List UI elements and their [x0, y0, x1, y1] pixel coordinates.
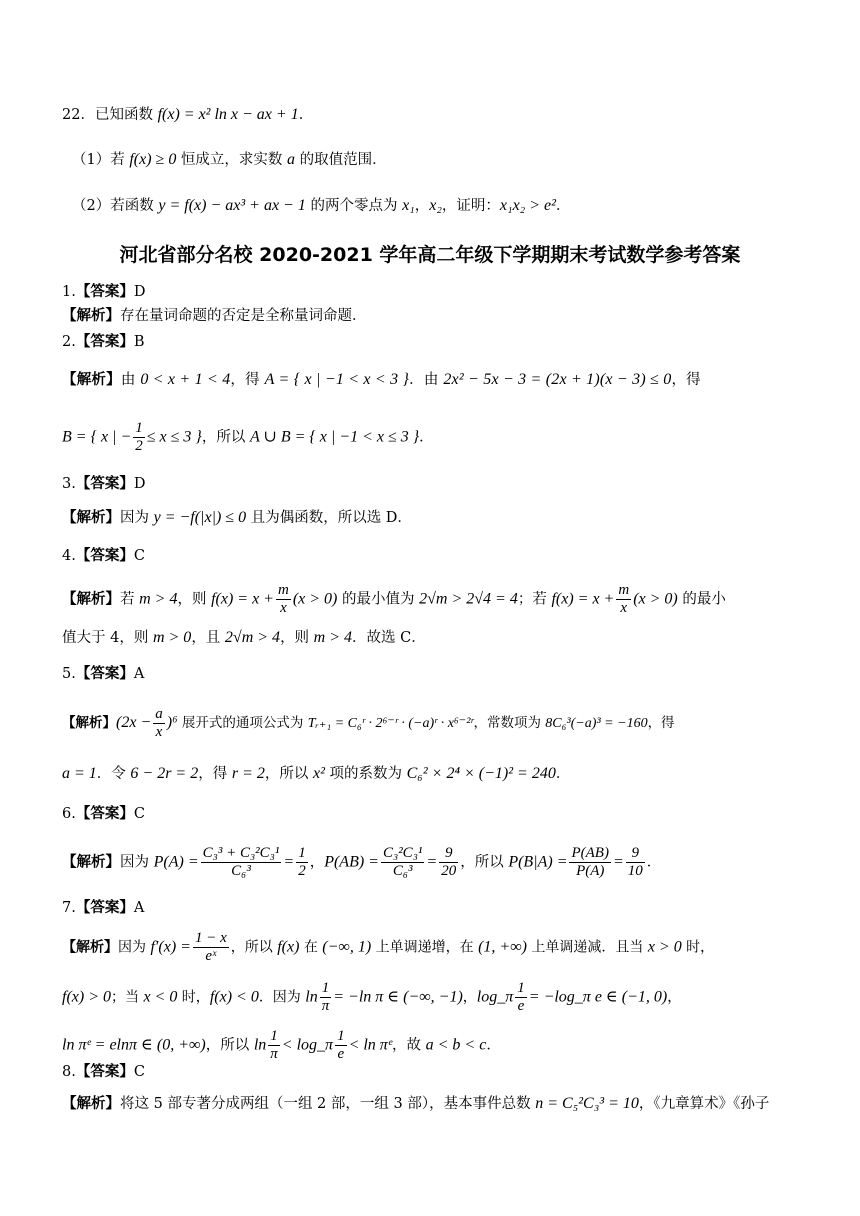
answer-tag: 【答案】 — [75, 475, 134, 492]
answer-choice: C — [133, 806, 145, 822]
answer-number: 2. — [62, 334, 76, 350]
denominator: π — [321, 998, 330, 1014]
text: ，所以 — [205, 1037, 254, 1054]
text: 的最小 — [677, 591, 726, 608]
text: 且为偶函数，所以选 D． — [246, 510, 412, 526]
numerator: 1 — [320, 980, 332, 998]
fraction — [276, 582, 291, 617]
analysis-3 — [62, 508, 798, 528]
text: ． — [555, 766, 571, 782]
math: 0 < x + 1 < 4 — [140, 371, 231, 388]
analysis-5-line1 — [62, 706, 798, 741]
text: 因为 — [118, 939, 151, 956]
q22-part1-mid: 恒成立，求实数 — [176, 152, 288, 168]
text: ，所以 — [460, 854, 509, 871]
numerator: 1 — [517, 980, 525, 996]
q22-part2-goal: x₁x₂ > e² — [499, 197, 556, 214]
text: ，则 — [177, 591, 212, 608]
math: a = 1 — [62, 765, 97, 782]
numerator: a — [155, 706, 163, 722]
math: x > 0 — [647, 938, 682, 956]
text: ，常数项为 — [473, 715, 546, 731]
analysis-tag: 【解析】 — [62, 371, 121, 388]
analysis-4-line2 — [62, 628, 798, 648]
numerator: 1 − x — [194, 930, 227, 946]
text: 上单调递增，在 — [371, 939, 479, 956]
math: n = C₅²C₃³ = 10 — [535, 1095, 639, 1112]
q22-function: f(x) = x² ln x − ax + 1 — [157, 106, 299, 123]
text: 项的系数为 — [324, 766, 407, 782]
text: 展开式的通项公式为 — [177, 715, 308, 731]
answer-number: 6. — [62, 806, 76, 822]
math: f′(x) = — [150, 938, 191, 956]
math: = −ln π ∈ (−∞, −1) — [333, 988, 463, 1006]
text: ；当 — [111, 989, 144, 1006]
fraction — [616, 582, 631, 617]
answer-8 — [62, 1062, 798, 1082]
analysis-tag: 【解析】 — [62, 509, 120, 526]
math: f(x) > 0 — [62, 988, 111, 1006]
q22-part2-x2: x₂ — [429, 197, 442, 214]
q22-part2-mid: 的两个零点为 — [305, 198, 403, 214]
text: ，得 — [198, 766, 232, 782]
math: f(x) — [277, 938, 300, 956]
math: m > 4 — [313, 629, 353, 646]
math: 8C₆³(−a)³ = −160 — [545, 716, 648, 731]
fraction — [439, 845, 458, 880]
math: y = −f(|x|) ≤ 0 — [153, 509, 247, 526]
answer-tag: 【答案】 — [75, 805, 134, 822]
fraction — [320, 980, 332, 1015]
answer-number: 3. — [62, 476, 76, 492]
answer-choice: C — [133, 548, 145, 564]
analysis-text: 存在量词命题的否定是全称量词命题． — [120, 308, 367, 324]
numerator: C₃³ + C₃²C₃¹ — [202, 845, 280, 861]
answer-tag: 【答案】 — [75, 283, 134, 300]
numerator: 1 — [268, 1028, 280, 1046]
text: 时， — [177, 989, 210, 1006]
analysis-tag: 【解析】 — [62, 307, 120, 324]
q22-part2-mid2: ，证明： — [441, 198, 500, 214]
text: 由 — [120, 372, 141, 388]
math: m > 0 — [152, 629, 192, 646]
answer-tag: 【答案】 — [75, 1063, 134, 1080]
text: ，得 — [671, 372, 701, 388]
denominator: e — [337, 1046, 345, 1062]
fraction — [201, 845, 282, 880]
text: 时， — [681, 939, 715, 956]
math: 2√m > 2√4 = 4 — [419, 590, 518, 608]
answer-number: 4. — [62, 548, 76, 564]
text: ，所以 — [201, 429, 250, 446]
math: C₆² × 2⁴ × (−1)² = 240 — [406, 765, 556, 782]
q22-part2-x1: x₁ — [402, 197, 415, 214]
math: Tᵣ₊₁ = C₆ʳ · 2⁶⁻ʳ · (−a)ʳ · x⁶⁻²ʳ — [307, 716, 474, 731]
answer-choice: D — [133, 476, 146, 492]
q22-prefix: 22．已知函数 — [62, 107, 158, 123]
numerator: P(AB) — [571, 845, 609, 861]
answer-6 — [62, 804, 798, 824]
math: r = 2 — [231, 765, 265, 782]
text: 因为 — [120, 510, 154, 526]
analysis-tag: 【解析】 — [62, 715, 116, 731]
answer-tag: 【答案】 — [75, 333, 134, 350]
answer-choice: C — [133, 1064, 145, 1080]
numerator: 1 — [298, 845, 306, 861]
text: 因为 — [120, 854, 154, 871]
math: x < 0 — [143, 988, 178, 1006]
q22-part1-math: f(x) ≥ 0 — [129, 151, 177, 168]
math: m > 4 — [139, 590, 178, 608]
answer-number: 8. — [62, 1064, 76, 1080]
answer-3 — [62, 474, 798, 494]
denominator: 2 — [298, 863, 306, 879]
math: 2x² − 5x − 3 = (2x + 1)(x − 3) ≤ 0 — [443, 371, 672, 388]
fraction — [515, 980, 527, 1015]
fraction — [296, 845, 308, 880]
answer-number: 1. — [62, 284, 76, 300]
q22-part2 — [72, 196, 798, 216]
q22-part2-math: y = f(x) − ax³ + ax − 1 — [158, 197, 306, 214]
fraction — [381, 845, 424, 880]
answer-title: 河北省部分名校 2020-2021 学年高二年级下学期期末考试数学参考答案 — [119, 244, 741, 266]
analysis-7-line2 — [62, 980, 798, 1015]
text: ，故 — [392, 1037, 426, 1054]
text: ；若 — [517, 591, 552, 608]
math: = — [426, 853, 438, 871]
numerator: 9 — [626, 845, 645, 863]
fraction — [626, 845, 645, 880]
q22-stem — [62, 105, 798, 125]
analysis-tag: 【解析】 — [62, 590, 120, 608]
math: f(x) = x + — [551, 590, 615, 608]
q22-part1-prefix: （1）若 — [72, 152, 130, 168]
text: ． — [646, 854, 662, 871]
answer-choice: D — [133, 284, 146, 300]
text: ，《九章算术》《孙子 — [638, 1096, 770, 1112]
denominator: 20 — [441, 863, 457, 879]
math: = −log_π e ∈ (−1, 0) — [528, 988, 668, 1006]
math: f(x) = x + — [211, 590, 274, 608]
analysis-2-line1 — [62, 370, 798, 390]
text: ． — [419, 429, 434, 446]
math: 2√m > 4 — [224, 629, 281, 646]
denominator: x — [155, 724, 163, 740]
math: P(B|A) = — [508, 853, 568, 871]
answer-tag: 【答案】 — [75, 899, 134, 916]
denominator: eˣ — [205, 948, 217, 964]
numerator: 1 — [337, 1028, 345, 1044]
analysis-tag: 【解析】 — [62, 853, 120, 871]
denominator: P(A) — [576, 863, 605, 879]
text: ． — [486, 1037, 501, 1054]
math: )⁶ — [166, 714, 178, 731]
math: = — [612, 853, 624, 871]
denominator: 2 — [135, 438, 143, 454]
text: ．令 — [96, 766, 131, 782]
math: f(x) < 0 — [209, 988, 259, 1006]
analysis-1 — [62, 306, 798, 326]
text: ，所以 — [264, 766, 313, 782]
analysis-8 — [62, 1094, 798, 1114]
text: 值大于 4，则 — [62, 630, 153, 646]
text: ．因为 — [258, 989, 306, 1006]
math: log_π — [476, 988, 514, 1006]
math: B = { x | − — [62, 428, 132, 446]
answer-tag: 【答案】 — [75, 547, 134, 564]
math: ln πᵉ = elnπ ∈ (0, +∞) — [62, 1036, 206, 1054]
analysis-7-line1 — [62, 930, 798, 965]
text: 将这 5 部专著分成两组（一组 2 部，一组 3 部），基本事件总数 — [120, 1096, 536, 1112]
analysis-tag: 【解析】 — [62, 939, 118, 956]
denominator: 10 — [627, 863, 643, 879]
text: 在 — [299, 939, 323, 956]
q22-part2-suffix: ． — [555, 198, 571, 214]
q22-part1 — [72, 150, 798, 170]
math: (2x − — [116, 714, 152, 731]
text: ， — [309, 854, 325, 871]
answer-tag: 【答案】 — [75, 665, 134, 682]
fraction — [569, 845, 610, 880]
q22-part1-suffix: 的取值范围． — [295, 152, 387, 168]
answer-number: 5. — [62, 666, 76, 682]
math: x² — [312, 765, 325, 782]
text: 若 — [120, 591, 140, 608]
analysis-tag: 【解析】 — [62, 1095, 120, 1112]
math: P(AB) = — [324, 853, 379, 871]
text: ， — [667, 989, 682, 1006]
numerator: m — [277, 582, 289, 598]
denominator: x — [620, 600, 628, 616]
analysis-4-line1 — [62, 582, 798, 617]
fraction — [193, 930, 229, 965]
text: ，得 — [230, 372, 265, 388]
denominator: e — [517, 998, 525, 1014]
math: (x > 0) — [633, 590, 678, 608]
fraction — [153, 706, 165, 741]
q22-part2-prefix: （2）若函数 — [72, 198, 159, 214]
numerator: 9 — [439, 845, 458, 863]
q22-part2-sep: ， — [414, 198, 430, 214]
denominator: π — [270, 1046, 278, 1062]
numerator: 1 — [135, 420, 143, 436]
math: (x > 0) — [292, 590, 338, 608]
math: (−∞, 1) — [322, 938, 372, 956]
numerator: C₃²C₃¹ — [382, 845, 423, 861]
text: 上单调递减．且当 — [526, 939, 648, 956]
answer-choice: A — [133, 666, 145, 682]
text: ，所以 — [230, 939, 278, 956]
q22-part1-var: a — [287, 151, 296, 168]
math: a < b < c — [425, 1036, 487, 1054]
analysis-2-line2 — [62, 420, 798, 455]
denominator: C₆³ — [392, 863, 413, 879]
answer-number: 7. — [62, 900, 76, 916]
math: ≤ x ≤ 3 } — [146, 428, 202, 446]
text: ．故选 C． — [352, 630, 426, 646]
math: A = { x | −1 < x < 3 } — [264, 371, 410, 388]
answer-2 — [62, 332, 798, 352]
fraction — [268, 1028, 280, 1063]
math: ln — [305, 988, 318, 1006]
denominator: C₆³ — [231, 863, 251, 879]
math: < ln πᵉ — [348, 1036, 393, 1054]
fraction — [133, 420, 145, 455]
math: 6 − 2r = 2 — [130, 765, 199, 782]
text: ，则 — [280, 630, 314, 646]
math: A ∪ B = { x | −1 < x ≤ 3 } — [249, 428, 420, 446]
answer-choice: B — [133, 334, 145, 350]
math: ln — [253, 1036, 267, 1054]
fraction — [335, 1028, 347, 1063]
text: ，且 — [191, 630, 225, 646]
denominator: x — [280, 600, 287, 616]
analysis-6 — [62, 845, 798, 880]
answer-4 — [62, 546, 798, 566]
math: = — [283, 853, 295, 871]
text: ， — [462, 989, 477, 1006]
text: 的最小值为 — [337, 591, 420, 608]
numerator: m — [618, 582, 630, 598]
answer-1 — [62, 282, 798, 302]
answer-choice: A — [133, 900, 145, 916]
analysis-7-line3 — [62, 1028, 798, 1063]
answer-5 — [62, 664, 798, 684]
text: ，得 — [647, 715, 675, 731]
answer-7 — [62, 898, 798, 918]
math: (1, +∞) — [478, 938, 527, 956]
math: < log_π — [281, 1036, 334, 1054]
text: ．由 — [409, 372, 444, 388]
math: P(A) = — [153, 853, 199, 871]
q22-suffix: ． — [298, 107, 314, 123]
analysis-5-line2 — [62, 764, 798, 784]
